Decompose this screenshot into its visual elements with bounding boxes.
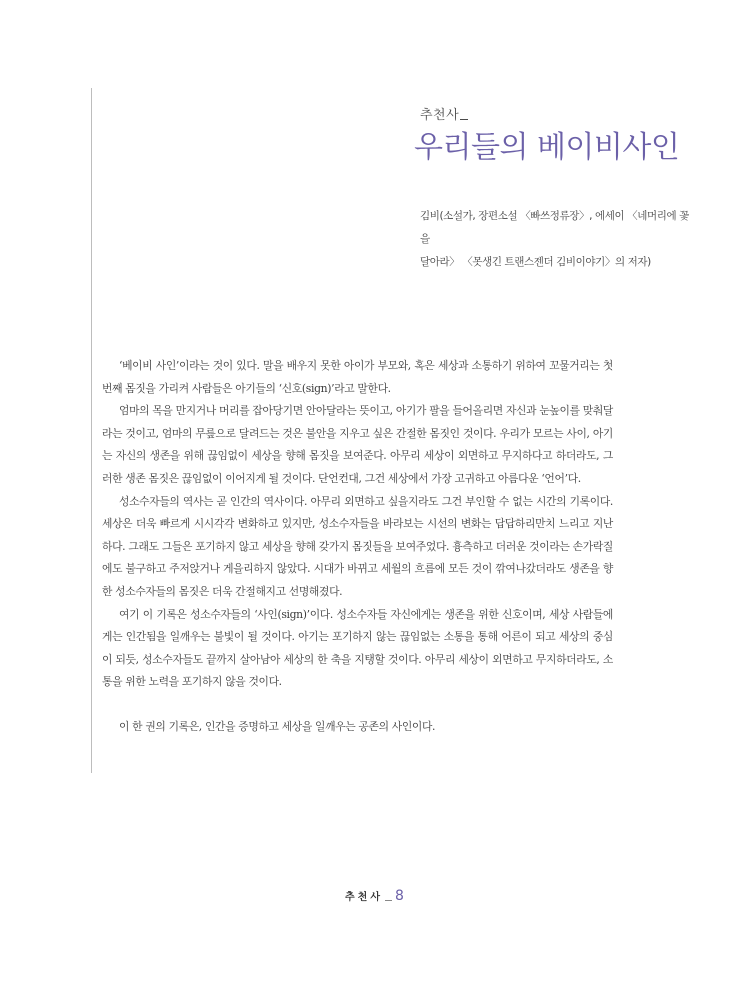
body-text <box>102 355 613 739</box>
body-paragraph-3: 성소수자들의 역사는 곧 인간의 역사이다. 아무리 외면하고 싶을지라도 그건 부인할 수 없는 시간의 기록이다. 세상은 더욱 빠르게 시시각각 변화하고 있지만, 성소수자들을 바라보는 시선의 변화는 답답하리만치 느리고 지난하다. 그래도 그들은 포기하지 않고 세상을 향해 갖가지 몸짓들을 보여주었다. 흉측하고 더러운 것이라는 손가락질에도 불구하고 주저앉거나 게을리하지 않았다. 시대가 바뀌고 세월의 흐름에 모든 것이 깎여나갔더라도 생존을 향한 성소수자들의 몸짓은 더욱 간절해지고 선명해졌다. <box>102 494 613 598</box>
author-credit <box>420 205 690 274</box>
page-footer <box>345 888 404 904</box>
body-paragraph-1: ‘베이비 사인’이라는 것이 있다. 말을 배우지 못한 아이가 부모와, 혹은 세상과 소통하기 위하여 꼬물거리는 첫번째 몸짓을 가리켜 사람들은 아기들의 ‘신호(sign)’라고 말한다. <box>102 359 613 395</box>
footer-section-label: 추천사 <box>345 892 383 903</box>
footer-separator <box>385 900 392 901</box>
kicker-text: 추천사 <box>420 108 460 123</box>
page-number: 8 <box>394 888 404 904</box>
margin-rule <box>91 88 92 773</box>
body-paragraph-5: 이 한 권의 기록은, 인간을 증명하고 세상을 일깨우는 공존의 사인이다. <box>119 719 436 733</box>
body-paragraph-2: 엄마의 목을 만지거나 머리를 잡아당기면 안아달라는 뜻이고, 아기가 팔을 들어올리면 자신과 눈높이를 맞춰달라는 것이고, 엄마의 무릎으로 달려드는 것은 불안을 지우고 싶은 간절한 몸짓인 것이다. 우리가 모르는 사이, 아기는 자신의 생존을 위해 끊임없이 세상을 향해 몸짓을 보여준다. 아무리 세상이 외면하고 무지하다고 하더라도, 그러한 생존 몸짓은 끊임없이 이어지게 될 것이다. 단언컨대, 그건 세상에서 가장 고귀하고 아름다운 ‘언어’다. <box>102 404 613 485</box>
body-paragraph-4: 여기 이 기록은 성소수자들의 ‘사인(sign)’이다. 성소수자들 자신에게는 생존을 위한 신호이며, 세상 사람들에게는 인간됨을 일깨우는 불빛이 될 것이다. 아기는 포기하지 않는 끊임없는 소통을 통해 어른이 되고 세상의 중심이 되듯, 성소수자들도 끝까지 살아남아 세상의 한 축을 지탱할 것이다. 아무리 세상이 외면하고 무지하더라도, 소통을 위한 노력을 포기하지 않을 것이다. <box>102 607 613 689</box>
page-title: 우리들의 베이비사인 <box>414 130 680 165</box>
section-kicker <box>420 104 468 123</box>
kicker-underscore <box>460 119 468 120</box>
author-credit-line-2: 달아라〉 〈못생긴 트랜스젠더 김비이야기〉의 저자) <box>420 256 651 268</box>
author-credit-line-1: 김비(소설가, 장편소설 〈빠쓰정류장〉, 에세이 〈네머리에 꽃을 <box>420 210 689 245</box>
